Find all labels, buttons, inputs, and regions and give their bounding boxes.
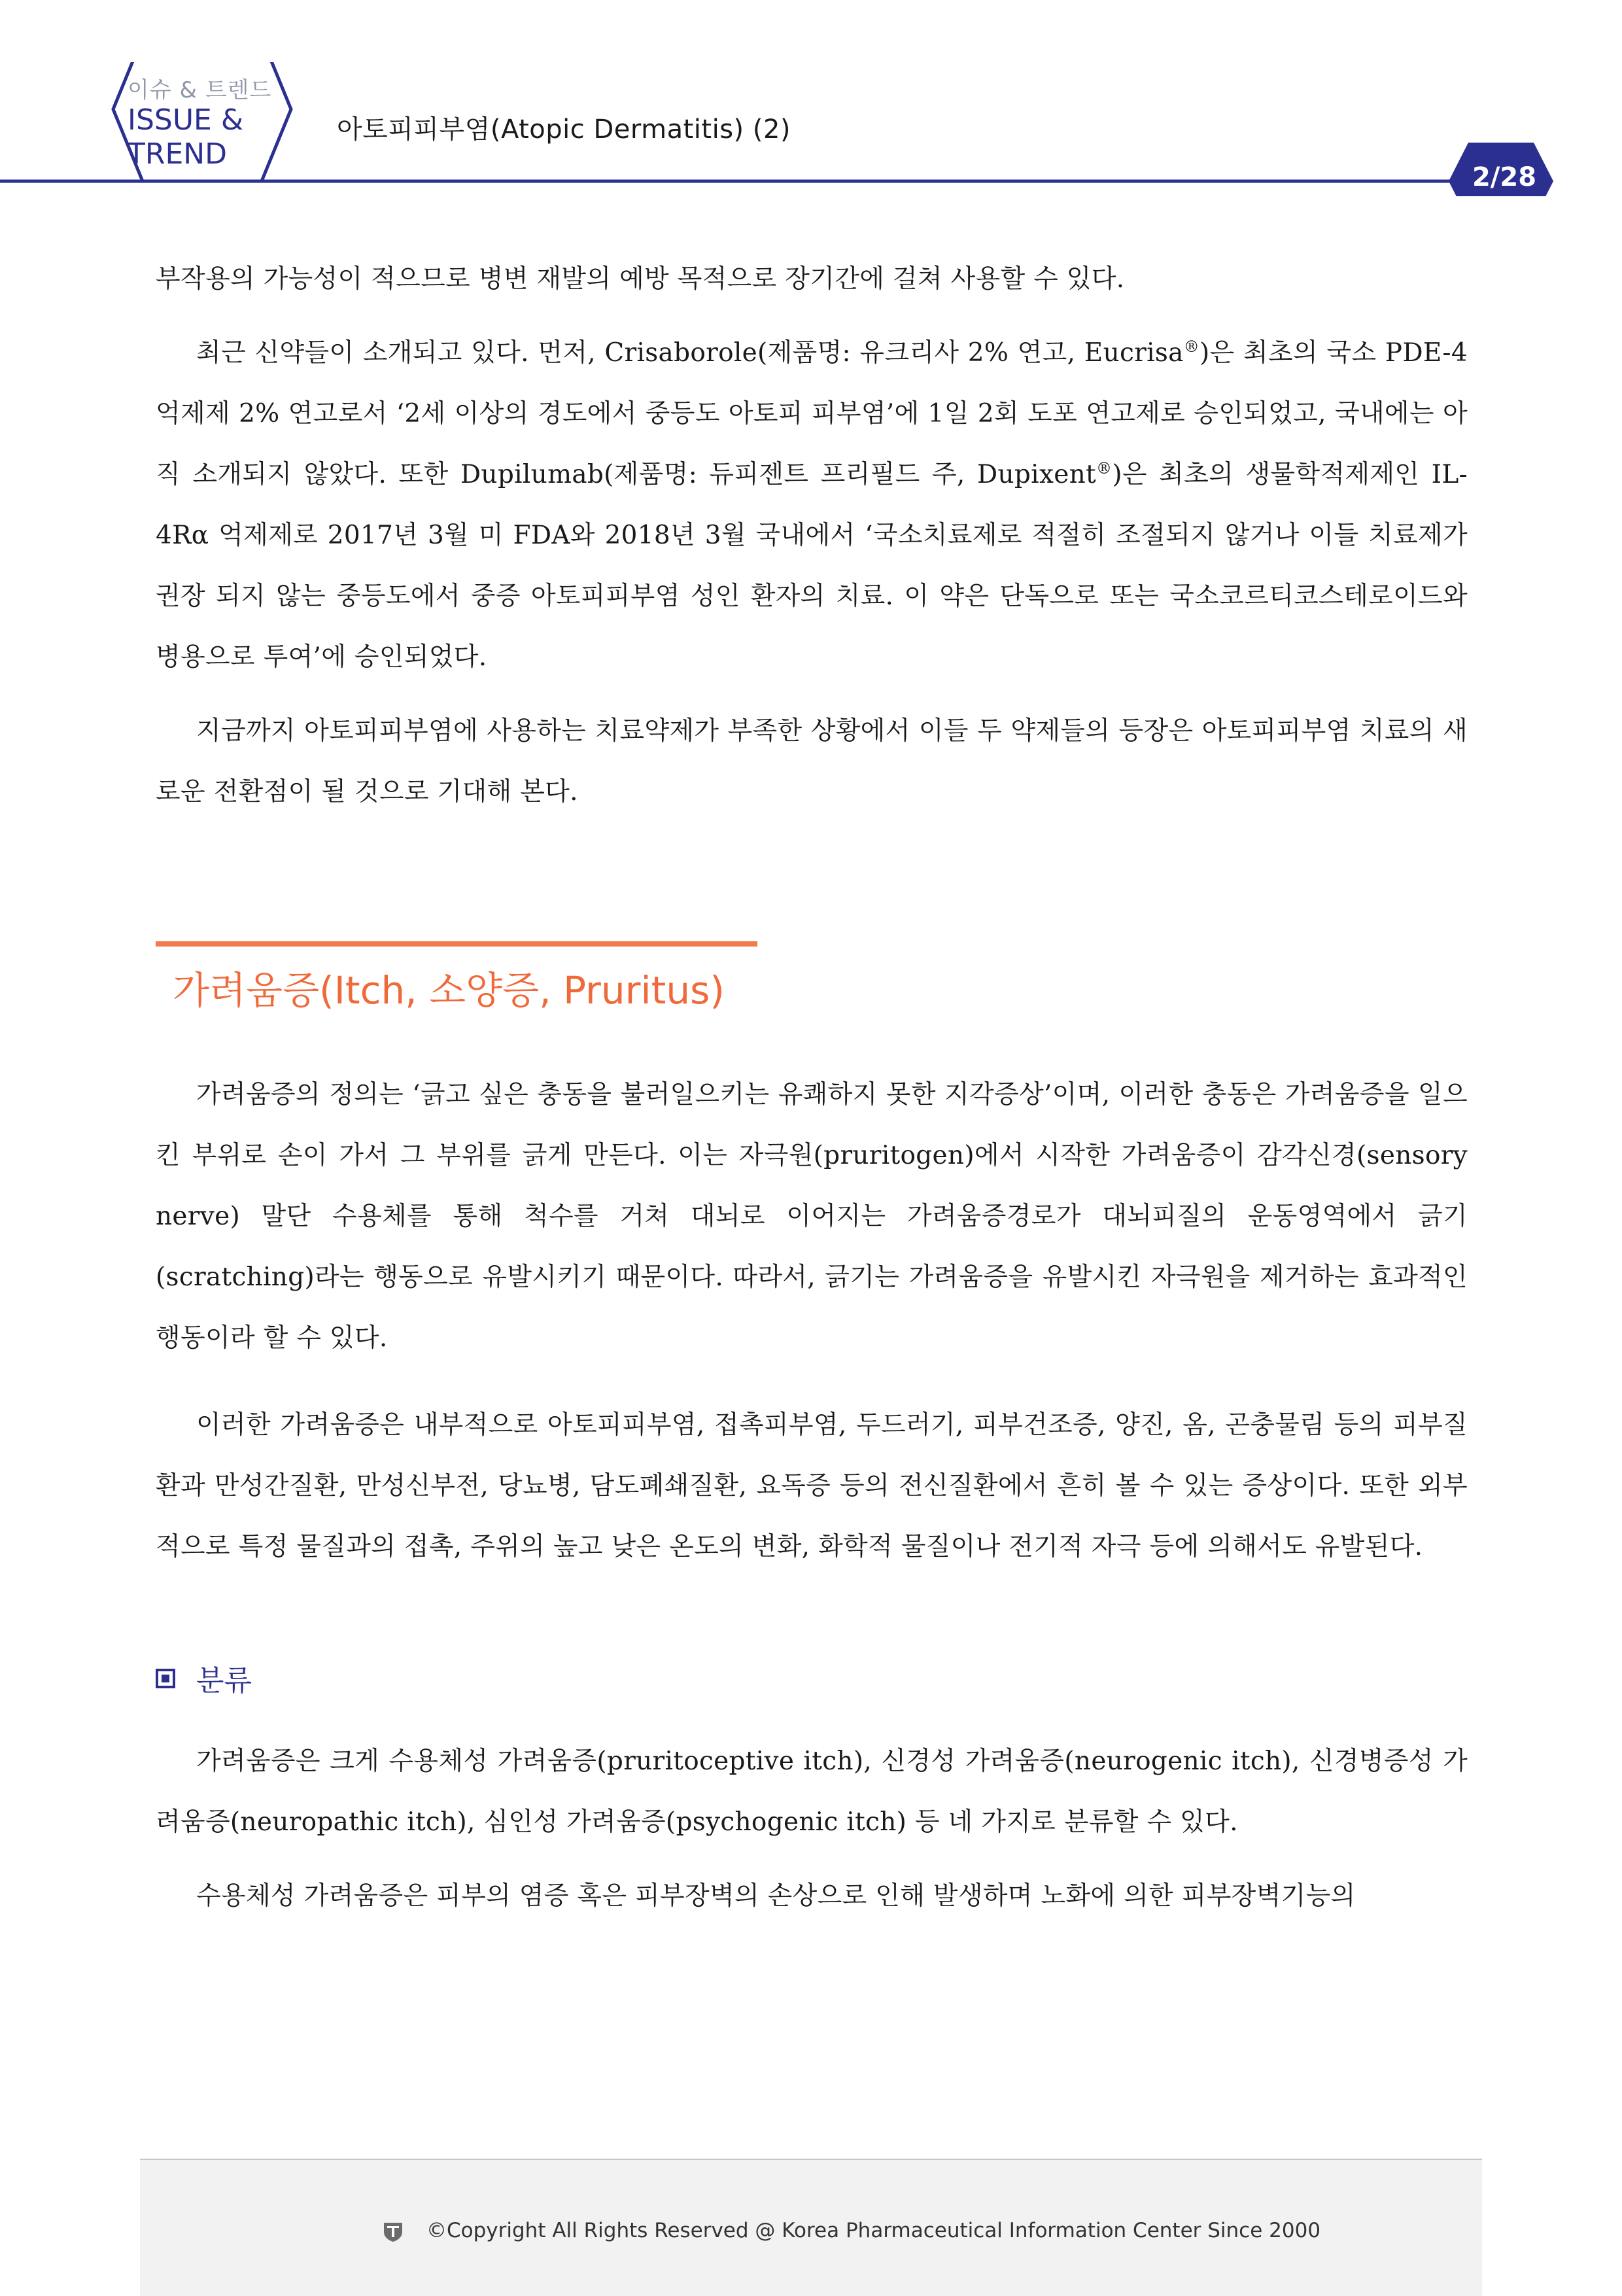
paragraph: 수용체성 가려움증은 피부의 염증 혹은 피부장벽의 손상으로 인해 발생하며 노화에 의한 피부장벽기능의: [196, 1881, 1356, 1911]
paragraph: 이러한 가려움증은 내부적으로 아토피피부염, 접촉피부염, 두드러기, 피부건조증, 양진, 옴, 곤충물림 등의 피부질환과 만성간질환, 만성신부전, 당뇨병, 담도폐쇄질환, 요독증 등의 전신질환에서 흔히 볼 수 있는 증상이다. 또한 외부적으로 특정 물질과의 접촉, 주위의 높고 낮은 온도의 변화, 화학적 물질이나 전기적 자극 등에 의해서도 유발된다.: [156, 1410, 1468, 1561]
brand-english: [128, 103, 243, 171]
text-run: 최근 신약들이 소개되고 있다. 먼저, Crisaborole(제품명: 유크리사 2% 연고, Eucrisa: [196, 338, 1184, 368]
subsection-title: 분류: [196, 1664, 252, 1697]
paragraph: 부작용의 가능성이 적으므로 병변 재발의 예방 목적으로 장기간에 걸쳐 사용할 수 있다.: [156, 264, 1125, 294]
copyright-text: ©Copyright All Rights Reserved @ Korea Pharmaceutical Information Center Since 2000: [426, 2219, 1321, 2242]
section-heading: [156, 894, 1468, 1038]
text-run: )은 최초의 국소 PDE-4 억제제 2% 연고로서 ‘2세 이상의 경도에서 중등도 아토피 피부염’에 1일 2회 도포 연고제로 승인되었고, 국내에는 아직 소개되지 않았다. 또한 Dupilumab(제품명: 듀피젠트 프리필드 주, Dupixent: [156, 338, 1468, 489]
section-title: 가려움증(Itch, 소양증, Pruritus): [173, 968, 725, 1013]
brand-line-2: TREND: [128, 137, 228, 171]
document-body: [156, 249, 1468, 1926]
brand-korean: 이슈 & 트렌드: [128, 77, 272, 103]
page-header: [0, 0, 1622, 196]
text-run: )은 최초의 생물학적제제인 IL-4Rα 억제제로 2017년 3월 미 FDA와 2018년 3월 국내에서 ‘국소치료제로 적절히 조절되지 않거나 이들 치료제가 권장 되지 않는 중등도에서 중증 아토피피부염 성인 환자의 치료. 이 약은 단독으로 또는 국소코르티코스테로이드와 병용으로 투여’에 승인되었다.: [156, 460, 1468, 672]
paragraph: 지금까지 아토피피부염에 사용하는 치료약제가 부족한 상황에서 이들 두 약제들의 등장은 아토피피부염 치료의 새로운 전환점이 될 것으로 기대해 본다.: [156, 716, 1468, 807]
registered-mark: ®: [1096, 459, 1113, 478]
page-footer: [140, 2159, 1482, 2296]
paragraph: [156, 322, 1468, 687]
square-bullet-icon: [156, 1669, 175, 1688]
document-title: 아토피피부염(Atopic Dermatitis) (2): [337, 114, 791, 145]
registered-mark: ®: [1183, 338, 1200, 356]
paragraph: 가려움증은 크게 수용체성 가려움증(pruritoceptive itch), 신경성 가려움증(neurogenic itch), 신경병증성 가려움증(neuropathic itch), 심인성 가려움증(psychogenic itch) 등 네 가지로 분류할 수 있다.: [156, 1747, 1468, 1837]
crest-icon: [382, 2220, 404, 2242]
section-accent-bar: [156, 941, 757, 947]
brand-line-1: ISSUE &: [128, 103, 244, 137]
subsection-heading: [156, 1623, 1468, 1718]
page-number: 2/28: [1472, 162, 1537, 192]
paragraph: 가려움증의 정의는 ‘긁고 싶은 충동을 불러일으키는 유쾌하지 못한 지각증상’이며, 이러한 충동은 가려움증을 일으킨 부위로 손이 가서 그 부위를 긁게 만든다. 이는 자극원(pruritogen)에서 시작한 가려움증이 감각신경(sensory nerve) 말단 수용체를 통해 척수를 거쳐 대뇌로 이어지는 가려움증경로가 대뇌피질의 운동영역에서 긁기(scratching)라는 행동으로 유발시키기 때문이다. 따라서, 긁기는 가려움증을 유발시킨 자극원을 제거하는 효과적인 행동이라 할 수 있다.: [156, 1080, 1468, 1353]
